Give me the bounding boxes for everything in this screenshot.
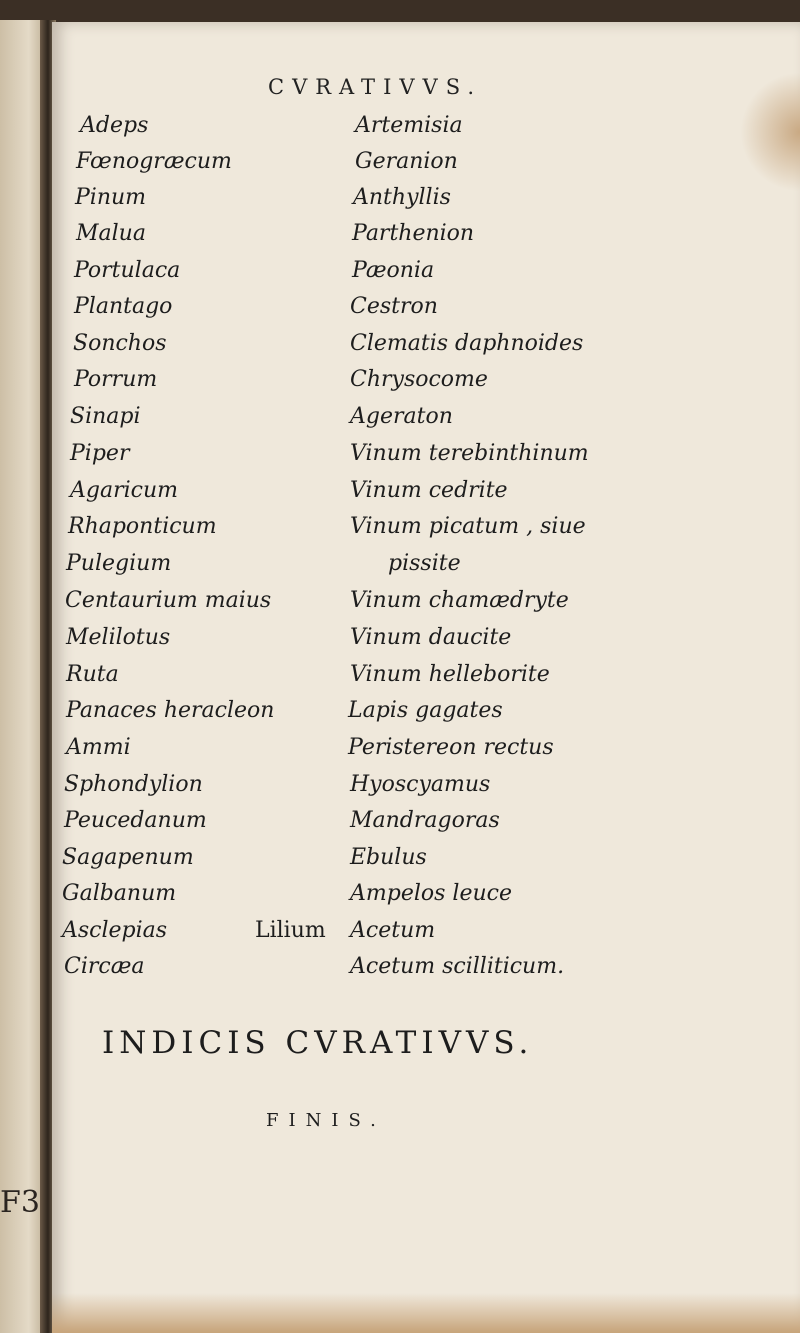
left-entry: Malua <box>76 221 146 246</box>
left-entry: Pulegium <box>66 551 172 576</box>
left-entry: Agaricum <box>70 478 178 503</box>
left-entry: Portulaca <box>74 258 181 283</box>
right-entry: Clematis daphnoides <box>350 331 584 356</box>
finis-text: FINIS. <box>266 1110 386 1131</box>
left-entry: Plantago <box>74 294 173 319</box>
right-entry: Vinum daucite <box>350 625 512 650</box>
left-entry: Porrum <box>74 367 158 392</box>
stain-bottom <box>52 1293 800 1333</box>
right-entry: Vinum chamædryte <box>350 588 569 613</box>
right-entry: Ageraton <box>350 404 453 429</box>
right-entry: Vinum picatum , siue <box>350 514 586 539</box>
left-entry: Ruta <box>66 662 119 687</box>
right-entry: pissite <box>388 551 461 576</box>
left-entry: Centaurium maius <box>65 588 272 613</box>
right-entry: Lapis gagates <box>348 698 503 723</box>
left-entry: Sonchos <box>73 331 167 356</box>
left-entry: Adeps <box>80 113 149 138</box>
page-number: F3 <box>0 1185 40 1220</box>
left-entry: Galbanum <box>62 881 177 906</box>
right-entry: Vinum terebinthinum <box>350 441 589 466</box>
right-entry: Artemisia <box>355 113 463 138</box>
right-entry: Vinum cedrite <box>350 478 508 503</box>
right-entry: Parthenion <box>352 221 475 246</box>
left-entry: Pinum <box>75 185 147 210</box>
left-entry: Ammi <box>66 735 131 760</box>
left-entry: Peucedanum <box>64 808 207 833</box>
stain-top-right <box>740 72 800 192</box>
left-entry: Asclepias <box>62 918 168 943</box>
running-head: CVRATIVVS. <box>268 75 483 99</box>
right-entry: Peristereon rectus <box>348 735 554 760</box>
index-end-title: INDICIS CVRATIVVS. <box>102 1025 534 1061</box>
left-entry: Rhaponticum <box>68 514 217 539</box>
right-entry: Geranion <box>355 149 458 174</box>
right-entry: Acetum scilliticum. <box>350 954 565 979</box>
left-entry: Sphondylion <box>64 772 203 797</box>
right-entry: Ebulus <box>350 845 427 870</box>
right-entry: Ampelos leuce <box>350 881 512 906</box>
left-entry: Panaces heracleon <box>66 698 275 723</box>
right-entry: Cestron <box>350 294 438 319</box>
left-entry: Piper <box>70 441 130 466</box>
lilium-entry: Lilium <box>255 918 326 943</box>
right-entry: Mandragoras <box>350 808 500 833</box>
right-entry: Hyoscyamus <box>350 772 491 797</box>
left-entry: Sagapenum <box>62 845 194 870</box>
right-entry: Pæonia <box>352 258 435 283</box>
left-entry: Circæa <box>64 954 145 979</box>
left-entry: Melilotus <box>66 625 171 650</box>
left-entry: Sinapi <box>70 404 141 429</box>
left-entry: Fœnogræcum <box>76 149 232 174</box>
right-entry: Chrysocome <box>350 367 488 392</box>
right-entry: Vinum helleborite <box>350 662 550 687</box>
right-entry: Acetum <box>350 918 436 943</box>
right-entry: Anthyllis <box>353 185 451 210</box>
